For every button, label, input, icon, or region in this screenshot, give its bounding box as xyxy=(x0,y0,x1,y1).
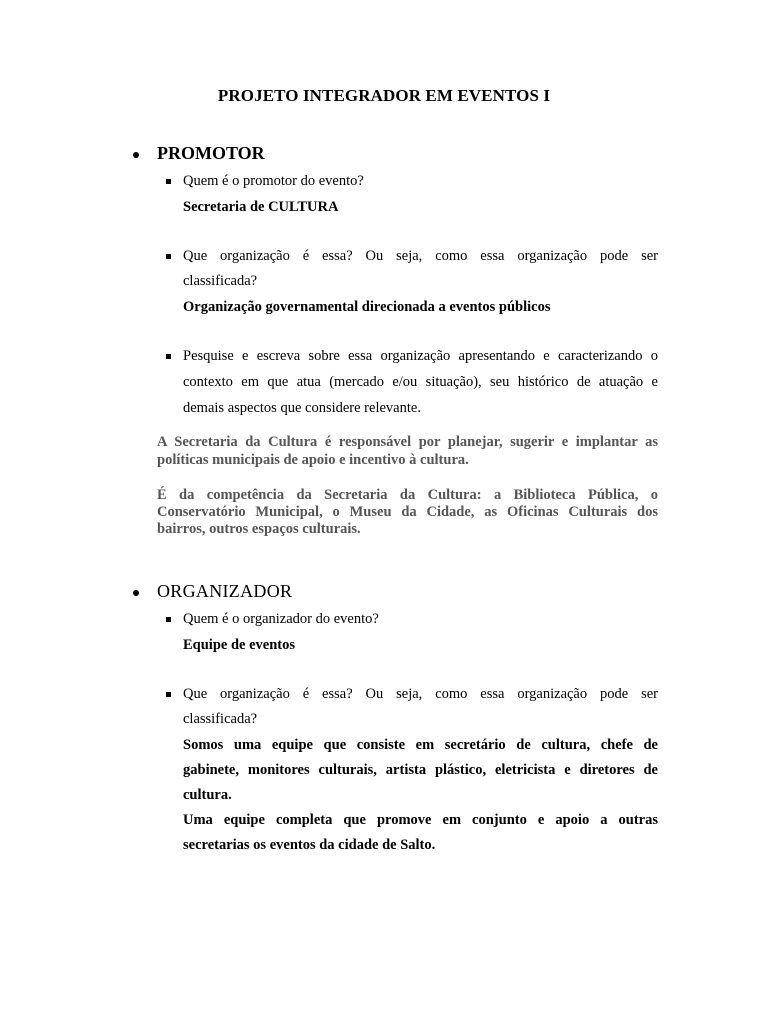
promotor-question-3-line2: contexto em que atua (mercado e/ou situação), seu histórico de atuação e xyxy=(183,374,658,390)
bullet-dot-icon xyxy=(133,152,139,158)
bullet-square-icon xyxy=(166,254,171,259)
promotor-question-2-line1: Que organização é essa? Ou seja, como essa organização pode ser xyxy=(183,248,658,264)
page-title: PROJETO INTEGRADOR EM EVENTOS I xyxy=(217,86,551,105)
organizador-answer-2b-line1: Uma equipe completa que promove em conjunto e apoio a outras xyxy=(183,812,658,828)
bullet-square-icon xyxy=(166,179,171,184)
promotor-question-3-line3: demais aspectos que considere relevante. xyxy=(183,400,421,416)
promotor-paragraph-2-line3: bairros, outros espaços culturais. xyxy=(157,521,361,537)
promotor-paragraph-1-line1: A Secretaria da Cultura é responsável por planejar, sugerir e implantar as xyxy=(157,434,658,450)
bullet-square-icon xyxy=(166,692,171,697)
promotor-question-1: Quem é o promotor do evento? xyxy=(183,173,364,189)
promotor-question-2-line2: classificada? xyxy=(183,273,258,289)
promotor-paragraph-1-line2: políticas municipais de apoio e incentivo à cultura. xyxy=(157,452,469,468)
organizador-question-1: Quem é o organizador do evento? xyxy=(183,611,379,627)
organizador-question-2-line2: classificada? xyxy=(183,711,258,727)
bullet-square-icon xyxy=(166,354,171,359)
section-heading-organizador: ORGANIZADOR xyxy=(157,581,293,601)
organizador-answer-2b-line2: secretarias os eventos da cidade de Salto. xyxy=(183,837,436,853)
organizador-answer-2a-line3: cultura. xyxy=(183,787,232,803)
promotor-answer-2: Organização governamental direcionada a eventos públicos xyxy=(183,299,551,315)
organizador-question-2-line1: Que organização é essa? Ou seja, como essa organização pode ser xyxy=(183,686,658,702)
promotor-question-3-line1: Pesquise e escreva sobre essa organização apresentando e caracterizando o xyxy=(183,348,658,364)
bullet-square-icon xyxy=(166,617,171,622)
bullet-dot-icon xyxy=(133,590,139,596)
promotor-paragraph-2-line1: É da competência da Secretaria da Cultura: a Biblioteca Pública, o xyxy=(157,487,658,503)
organizador-answer-2a-line2: gabinete, monitores culturais, artista plástico, eletricista e diretores de xyxy=(183,762,658,778)
organizador-answer-1: Equipe de eventos xyxy=(183,637,295,653)
promotor-paragraph-2-line2: Conservatório Municipal, o Museu da Cidade, as Oficinas Culturais dos xyxy=(157,504,658,520)
organizador-answer-2a-line1: Somos uma equipe que consiste em secretário de cultura, chefe de xyxy=(183,737,658,753)
section-heading-promotor: PROMOTOR xyxy=(157,143,265,163)
promotor-answer-1: Secretaria de CULTURA xyxy=(183,199,339,215)
